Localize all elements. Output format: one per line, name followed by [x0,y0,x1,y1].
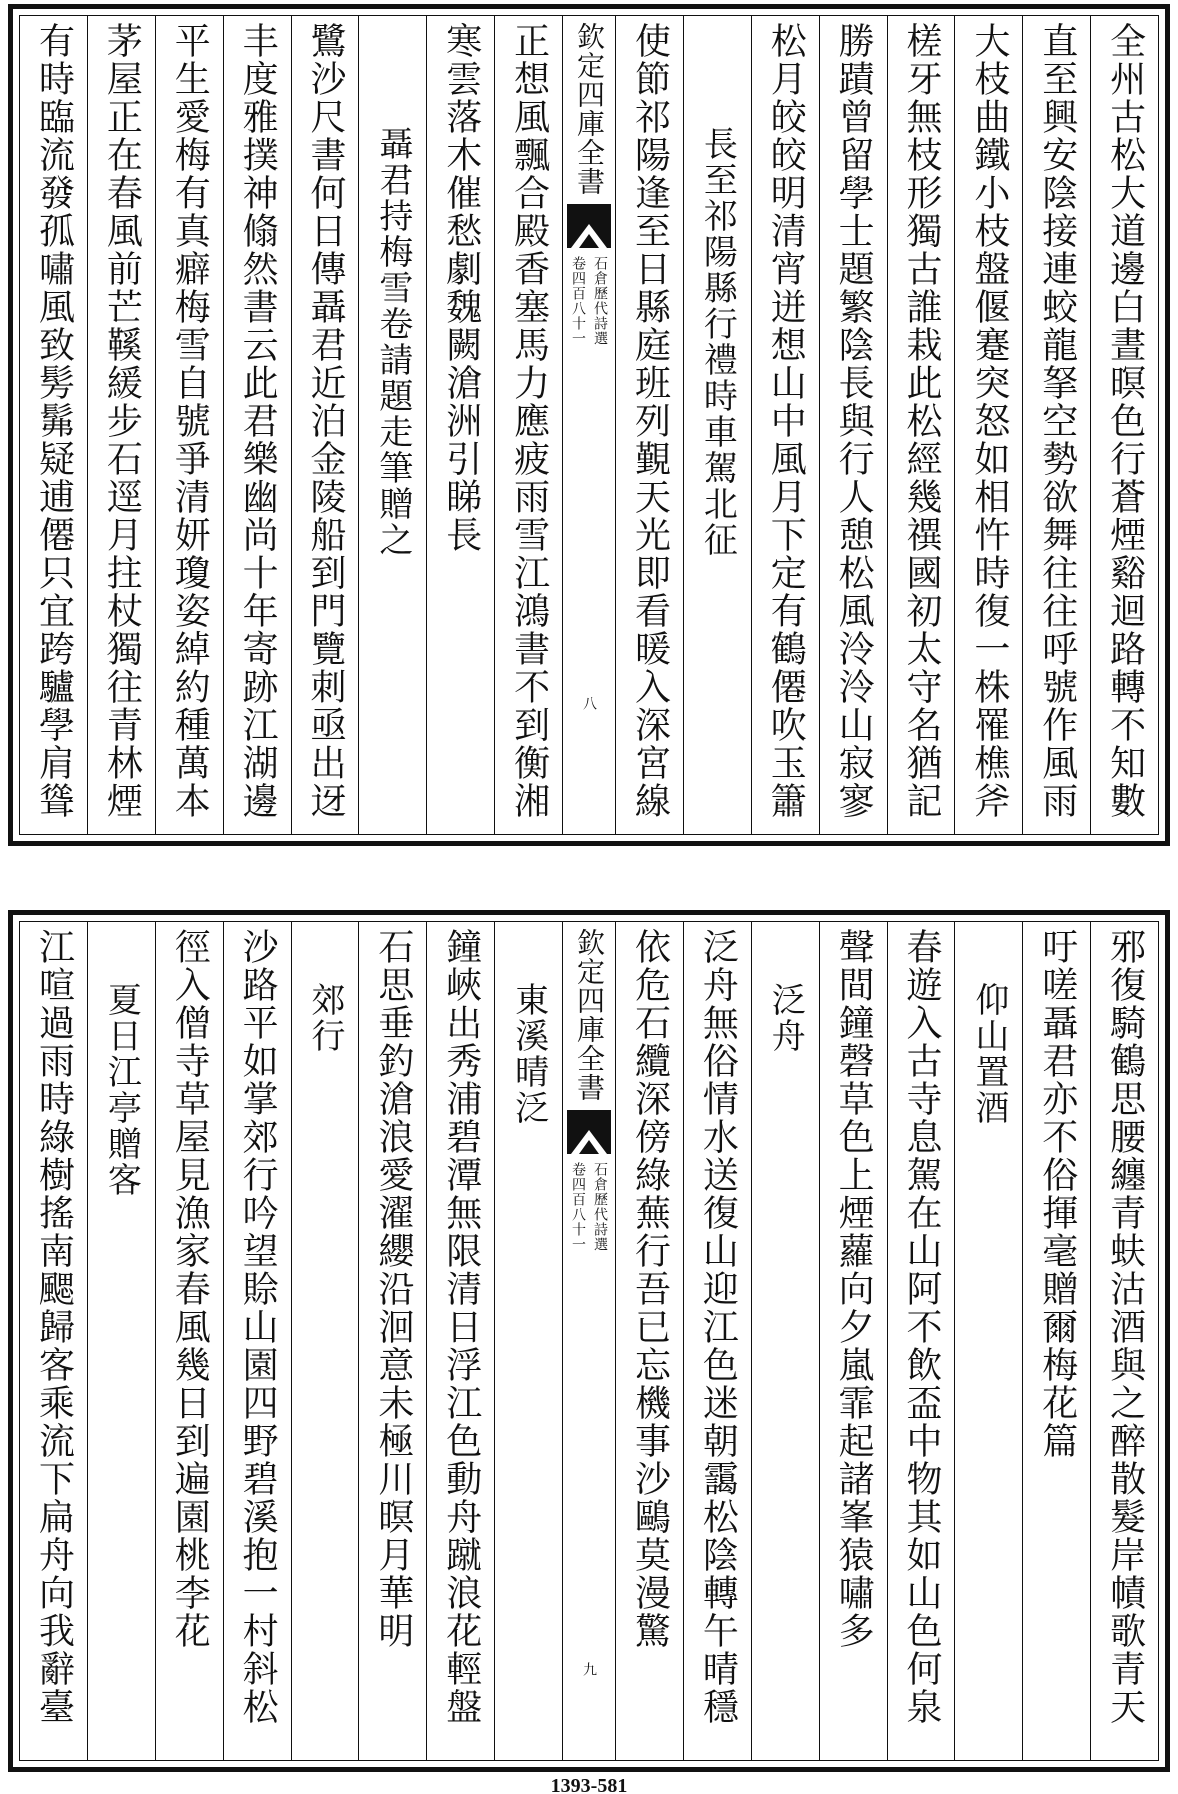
bottom-column-9 [494,922,562,1760]
source-collection: 石倉歷代詩選 [592,256,608,346]
top-column-8-text: 使節祁陽逢至日縣庭班列覲天光即看暖入深宮線 [629,22,671,820]
fishtail-mark-icon [567,204,611,248]
folio-number: 九 [581,1662,597,1676]
bottom-column-13 [223,922,291,1760]
top-column-5-text: 勝蹟曾留學士題繁陰長與行人憩松風泠泠山寂寥 [833,22,875,820]
bottom-column-1 [1090,922,1158,1760]
top-column-4 [887,16,955,834]
bottom-center-margin [562,922,615,1760]
bottom-column-10 [426,922,494,1760]
source-volume: 卷四百八十一 [570,1162,586,1252]
fishtail-mark-icon [567,1110,611,1154]
top-column-16-text: 有時臨流發孤嘯風致髣髴疑逋僊只宜跨驢學肩聳 [33,22,75,820]
bottom-column-3 [954,922,1022,1760]
top-column-12 [291,16,359,834]
bottom-column-12 [291,922,359,1760]
top-column-8 [615,16,683,834]
poem-title: 聶君持梅雪卷請題走筆贈之 [372,126,413,558]
bottom-column-4 [887,922,955,1760]
top-column-16 [20,16,87,834]
top-column-11 [358,16,426,834]
bottom-column-7 [683,922,751,1760]
bottom-page-columns [19,921,1159,1761]
bottom-column-2 [1022,922,1090,1760]
bottom-column-8-text: 依危石纜深傍綠蕪行吾已忘機事沙鷗莫漫驚 [629,928,671,1650]
top-page-columns [19,15,1159,835]
bottom-column-14-text: 徑入僧寺草屋見漁家春風幾日到遍園桃李花 [169,928,211,1650]
top-column-10-text: 寒雲落木催愁劇魏闕滄洲引睇長 [440,22,482,554]
top-column-15 [87,16,155,834]
top-column-13 [223,16,291,834]
top-column-6 [751,16,819,834]
source-info [568,256,610,346]
bottom-column-11-text: 石思垂釣滄浪愛濯纓沿洄意未極川暝月華明 [372,928,414,1650]
folio-number: 八 [581,696,597,710]
poem-title: 泛舟 [765,982,806,1054]
poem-title: 長至祁陽縣行禮時車駕北征 [697,126,738,558]
top-column-15-text: 茅屋正在春風前芒鞵緩步石逕月拄杖獨往青林煙 [101,22,143,820]
top-column-2 [1022,16,1090,834]
top-page [8,4,1170,846]
bottom-column-14 [155,922,223,1760]
library-title: 欽定四庫全書 [573,22,606,196]
bottom-column-15 [87,922,155,1760]
top-column-2-text: 直至興安陰接連蛟龍拏空勢欲舞往往呼號作風雨 [1036,22,1078,820]
bottom-page [8,910,1170,1772]
top-column-14 [155,16,223,834]
bottom-column-8 [615,922,683,1760]
source-collection: 石倉歷代詩選 [592,1162,608,1252]
poem-title: 東溪晴泛 [508,982,549,1126]
bottom-column-11 [358,922,426,1760]
bottom-column-4-text: 春遊入古寺息駕在山阿不飲盃中物其如山色何泉 [900,928,942,1726]
top-column-13-text: 丰度雅撲神翛然書云此君樂幽尚十年寄跡江湖邊 [237,22,279,820]
bottom-column-5 [819,922,887,1760]
top-column-3-text: 大枝曲鐵小枝盤偃蹇突怒如相忤時復一株罹樵斧 [968,22,1010,820]
source-volume: 卷四百八十一 [570,256,586,346]
top-column-1 [1090,16,1158,834]
bottom-column-13-text: 沙路平如掌郊行吟望賒山園四野碧溪抱一村斜松 [237,928,279,1726]
bottom-column-16-text: 江喧過雨時綠樹搖南颸歸客乘流下扁舟向我辭臺 [33,928,75,1726]
top-column-9 [494,16,562,834]
top-column-14-text: 平生愛梅有真癖梅雪自號爭清妍瓊姿綽約種萬本 [169,22,211,820]
bottom-column-5-text: 聲間鐘磬草色上煙蘿向夕嵐霏起諸峯猿嘯多 [833,928,875,1650]
page-label: 1393-581 [550,1778,628,1794]
top-center-margin [562,16,615,834]
top-column-1-text: 全州古松大道邊白晝暝色行蒼煙谿迴路轉不知數 [1104,22,1146,820]
top-column-12-text: 鷺沙尺書何日傳聶君近泊金陵船到門覽刺亟出迓 [304,22,346,820]
bottom-column-10-text: 鐘峽出秀浦碧潭無限清日浮江色動舟蹴浪花輕盤 [440,928,482,1726]
top-column-5 [819,16,887,834]
top-column-7 [683,16,751,834]
poem-title: 仰山置酒 [968,982,1009,1126]
source-info [568,1162,610,1252]
top-column-3 [954,16,1022,834]
top-column-10 [426,16,494,834]
library-title: 欽定四庫全書 [573,928,606,1102]
top-column-6-text: 松月皎皎明清宵迸想山中風月下定有鶴僊吹玉簫 [765,22,807,820]
top-column-9-text: 正想風飄合殿香塞馬力應疲雨雪江鴻書不到衡湘 [508,22,550,820]
bottom-column-7-text: 泛舟無俗情水送復山迎江色迷朝靄松陰轉午晴穩 [697,928,739,1726]
bottom-column-6 [751,922,819,1760]
bottom-column-16 [20,922,87,1760]
bottom-column-2-text: 吁嗟聶君亦不俗揮毫贈爾梅花篇 [1036,928,1078,1460]
bottom-column-1-text: 邪復騎鶴思腰纏青蚨沽酒與之醉散髮岸幘歌青天 [1104,928,1146,1726]
poem-title: 夏日江亭贈客 [101,982,142,1198]
poem-title: 郊行 [304,982,345,1054]
top-column-4-text: 槎牙無枝形獨古誰栽此松經幾禩國初太守名猶記 [900,22,942,820]
